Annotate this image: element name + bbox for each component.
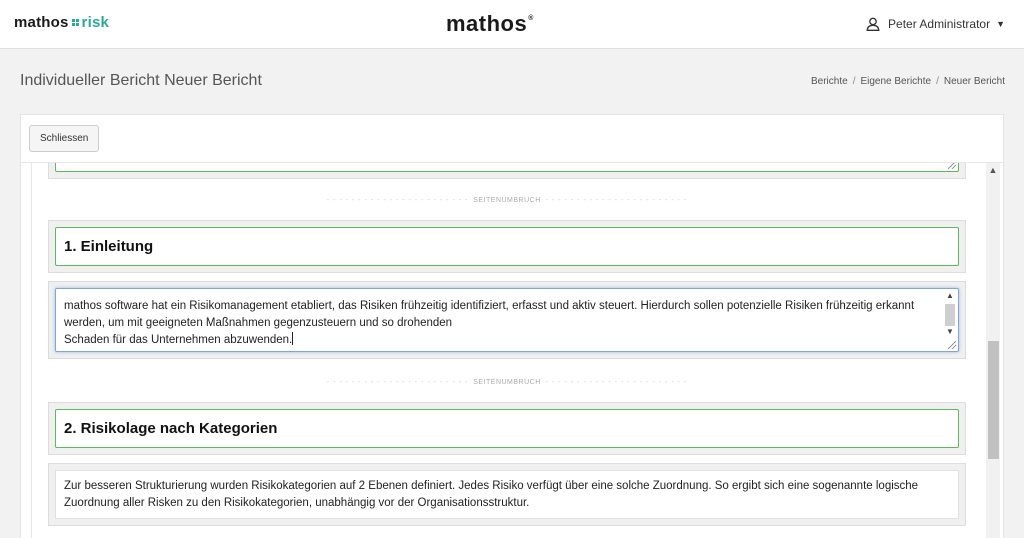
resize-handle-icon[interactable] [948, 341, 956, 349]
breadcrumb-item-eigene-berichte[interactable]: Eigene Berichte [860, 76, 932, 87]
caret-down-icon: ▼ [996, 19, 1005, 29]
scroll-up-icon[interactable]: ▲ [988, 165, 998, 175]
textarea-scrollbar[interactable] [944, 291, 956, 341]
breadcrumb-item-berichte[interactable]: Berichte [811, 76, 848, 87]
breadcrumb [811, 76, 1005, 87]
breadcrumb-separator: / [852, 76, 856, 87]
section-heading-block [48, 220, 966, 273]
logo-dots-icon [72, 19, 79, 26]
section-text-block [48, 463, 966, 526]
section-heading-block [48, 402, 966, 455]
report-editor[interactable] [31, 163, 1000, 538]
page-break-label: SEITENUMBRUCH [473, 197, 541, 204]
toolbar [21, 115, 1003, 163]
registered-mark: ® [528, 15, 534, 22]
report-panel [20, 114, 1004, 538]
user-menu[interactable] [866, 17, 1005, 31]
heading-field[interactable] [55, 227, 959, 266]
text-cursor [292, 332, 293, 345]
section-text [64, 298, 914, 349]
resize-handle-icon[interactable] [948, 163, 956, 169]
scroll-up-icon[interactable]: ▲ [946, 291, 954, 300]
breadcrumb-separator: / [936, 76, 939, 87]
previous-text-field[interactable] [55, 163, 959, 172]
logo-left-product: risk [81, 14, 110, 31]
mathos-risk-logo[interactable] [14, 14, 109, 31]
text-area[interactable] [55, 470, 959, 519]
logo-center-text: mathos [446, 11, 528, 36]
section-heading: 2. Risikolage nach Kategorien [64, 420, 278, 437]
page-break: - - - - - - - - - - - - - - - - - - - - - - - SEITENUMBRUCH - - - - - - - - - - - - - - - - - - - - - - - [326, 379, 688, 386]
editor-scroll-thumb[interactable] [988, 341, 999, 459]
textarea-scroll-thumb[interactable] [945, 304, 955, 326]
section-text: Zur besseren Strukturierung wurden Risikokategorien auf 2 Ebenen definiert. Jedes Risiko verfügt über eine solche Zuordnung. So ergibt sich eine sogenannte logische Zuordnung aller Risken zu den Risikokategorien, unabhängig vor der Organisationsstruktur. [64, 480, 919, 509]
section-text-block [48, 281, 966, 359]
breadcrumb-item-current: Neuer Bericht [943, 76, 1005, 87]
section-text-content: mathos software hat ein Risikomanagement etabliert, das Risiken frühzeitig identifiziert, erfasst und aktiv steuert. Hierdurch sollen potenzielle Risiken frühzeitig erkannt werden, um mit geeigneten Maßnahmen gegenzusteuern und so drohenden Schaden für das Unternehmen abzuwenden. [64, 300, 915, 346]
section-heading: 1. Einleitung [64, 238, 154, 255]
top-navbar [0, 0, 1024, 49]
page-break-label: SEITENUMBRUCH [473, 379, 541, 386]
user-name: Peter Administrator [888, 17, 991, 31]
page-title: Individueller Bericht Neuer Bericht [20, 72, 262, 89]
heading-field[interactable] [55, 409, 959, 448]
text-area-focused[interactable] [55, 288, 959, 352]
user-icon [866, 17, 880, 31]
page-break: - - - - - - - - - - - - - - - - - - - - - - - SEITENUMBRUCH - - - - - - - - - - - - - - - - - - - - - - - [326, 197, 688, 204]
report-block-previous [48, 163, 966, 179]
mathos-logo [446, 11, 534, 37]
editor-scrollbar[interactable] [986, 163, 1000, 538]
close-button[interactable]: Schliessen [29, 125, 99, 152]
scroll-down-icon[interactable]: ▼ [946, 327, 954, 336]
logo-left-main: mathos [14, 14, 69, 31]
